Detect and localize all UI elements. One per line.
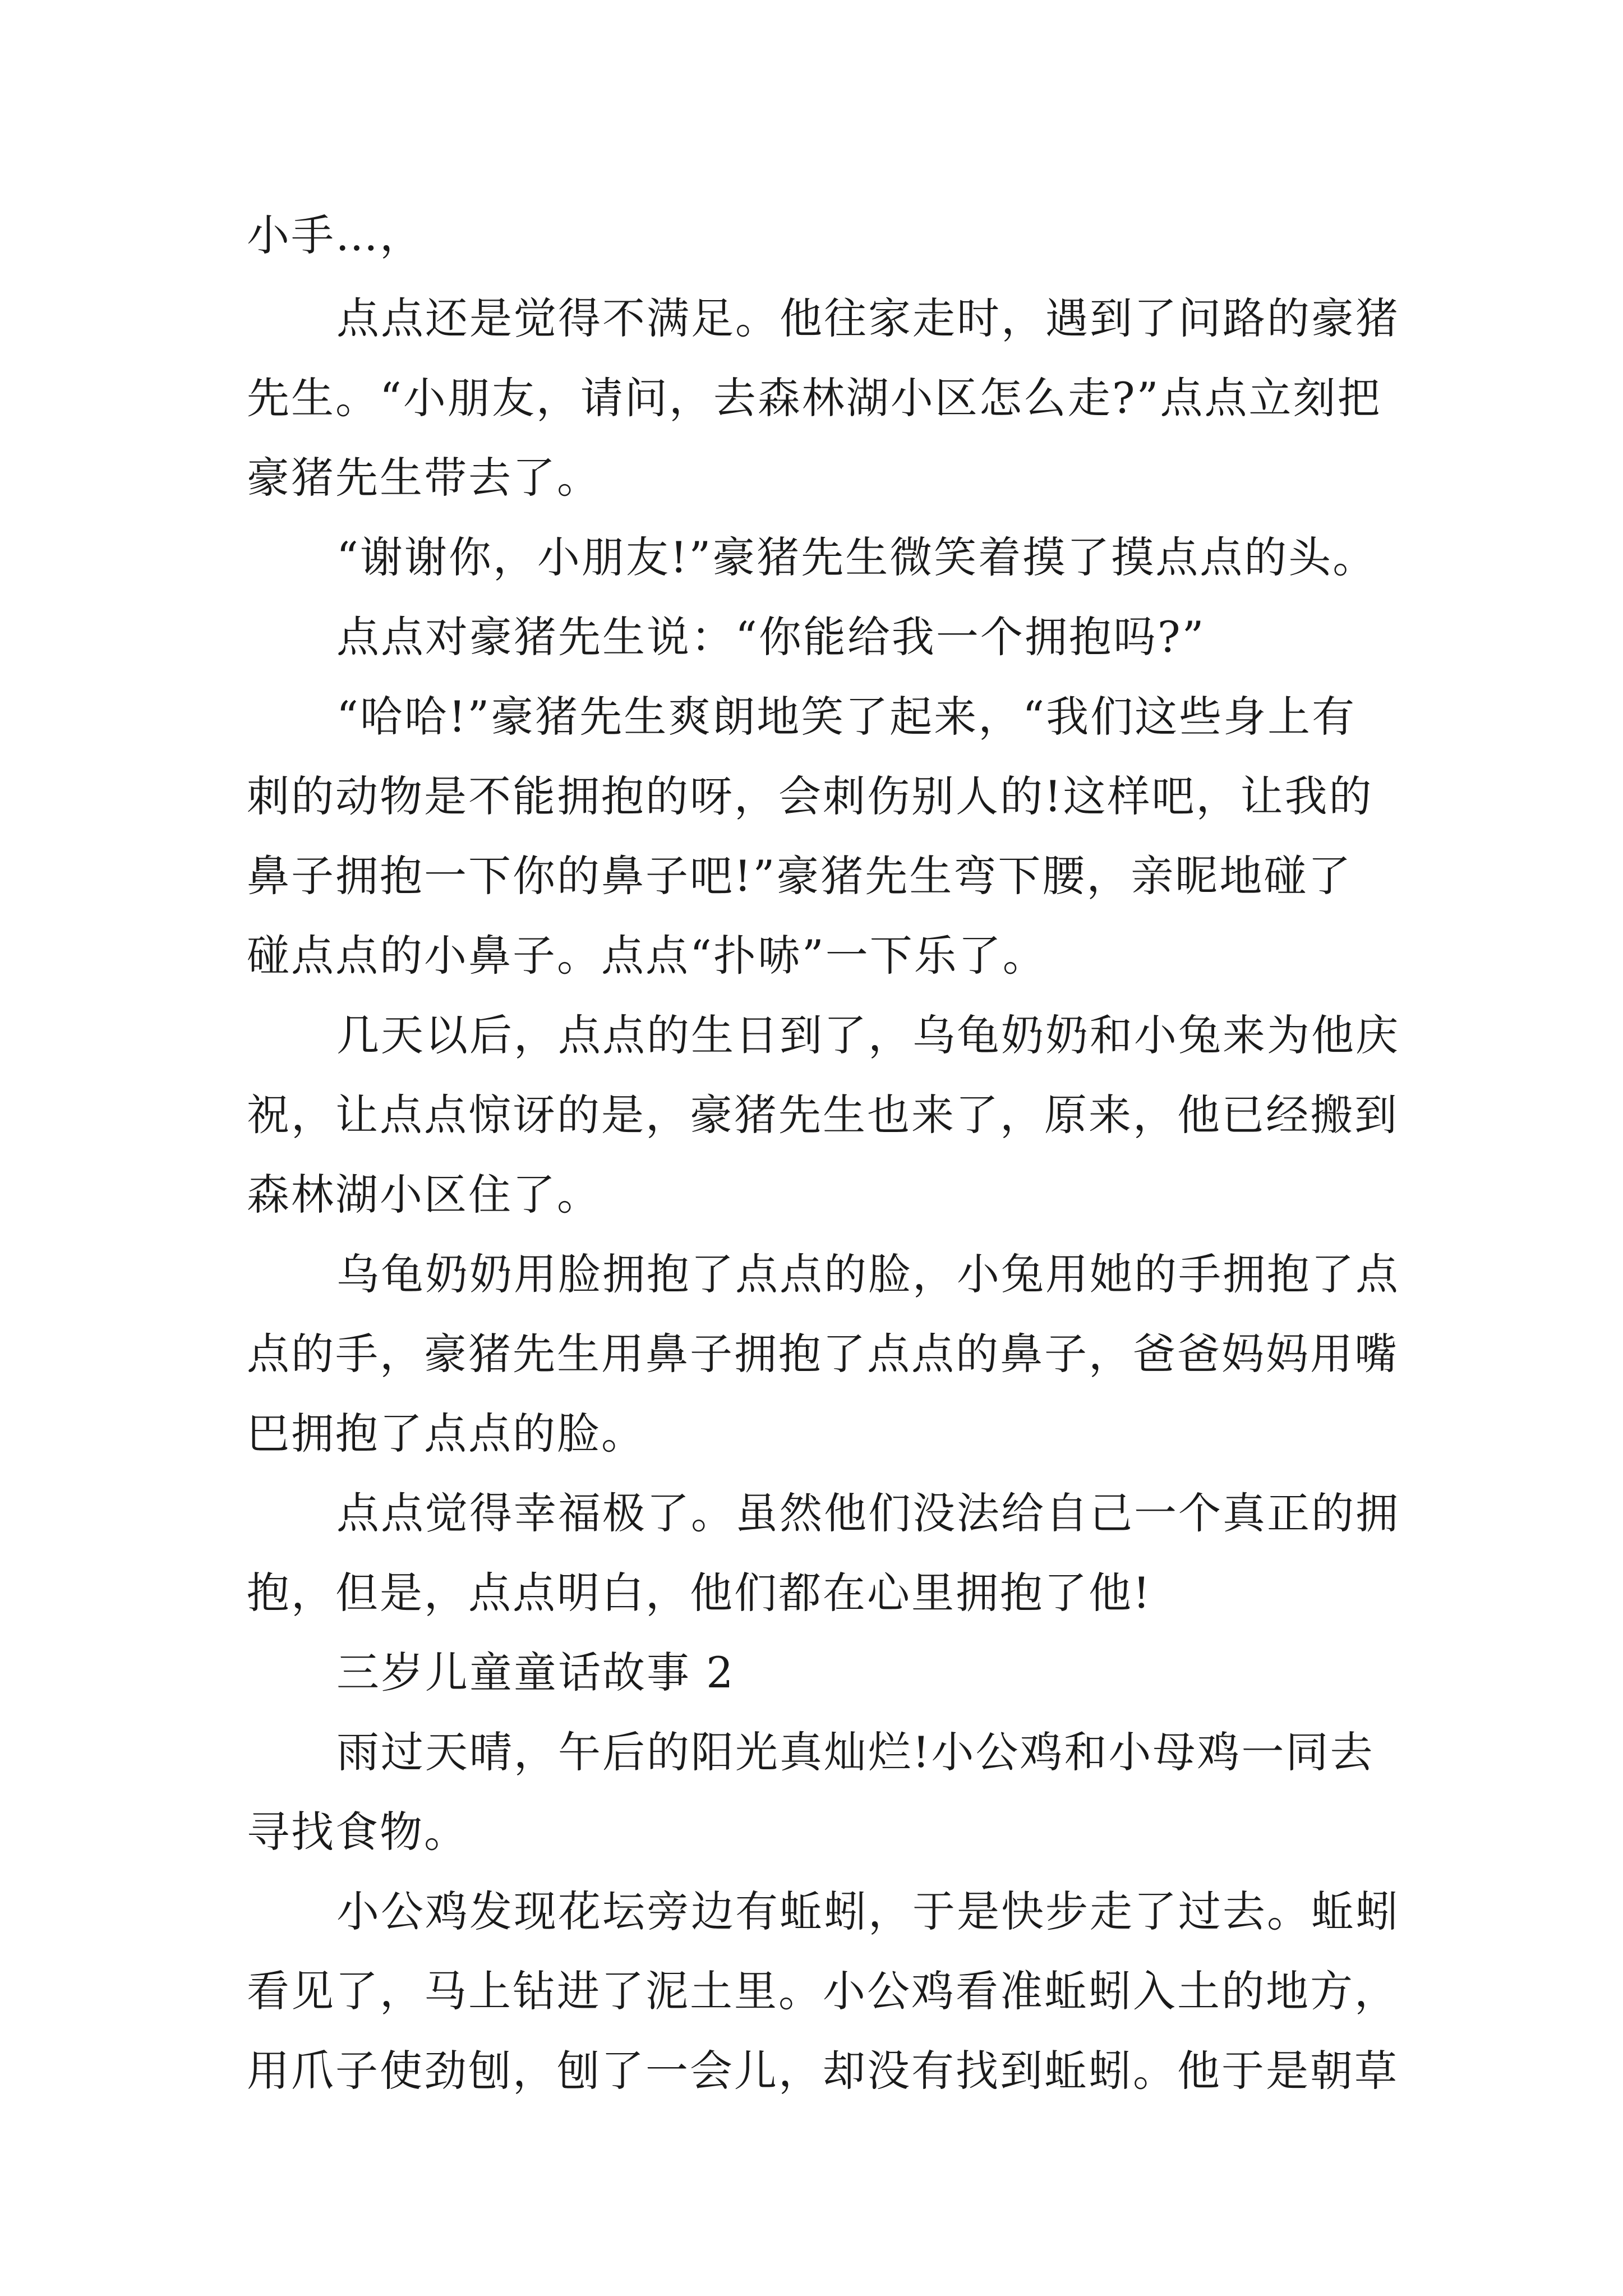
text-line: 碰点点的小鼻子。点点“扑哧”一下乐了。	[247, 931, 1047, 981]
text-line: 刺的动物是不能拥抱的呀，会刺伤别人的!这样吧，让我的	[247, 771, 1373, 821]
text-line: 看见了，马上钻进了泥土里。小公鸡看准蚯蚓入土的地方，	[247, 1966, 1399, 2016]
text-line: 豪猪先生带去了。	[247, 453, 601, 503]
text-line: 乌龟奶奶用脸拥抱了点点的脸，小兔用她的手拥抱了点	[336, 1249, 1400, 1299]
text-line: 小公鸡发现花坛旁边有蚯蚓，于是快步走了过去。蚯蚓	[336, 1887, 1400, 1936]
text-line: 点点还是觉得不满足。他往家走时，遇到了问路的豪猪	[336, 293, 1400, 343]
text-line: 雨过天晴，午后的阳光真灿烂!小公鸡和小母鸡一同去	[336, 1727, 1375, 1777]
text-line: 几天以后，点点的生日到了，乌龟奶奶和小兔来为他庆	[336, 1010, 1400, 1060]
text-line: “谢谢你，小朋友!”豪猪先生微笑着摸了摸点点的头。	[336, 532, 1377, 582]
text-line: 祝，让点点惊讶的是，豪猪先生也来了，原来，他已经搬到	[247, 1090, 1399, 1140]
text-line: 点的手，豪猪先生用鼻子拥抱了点点的鼻子，爸爸妈妈用嘴	[247, 1329, 1399, 1379]
text-line: 寻找食物。	[247, 1807, 468, 1857]
text-line: 小手…，	[247, 210, 424, 260]
text-line: 用爪子使劲刨，刨了一会儿，却没有找到蚯蚓。他于是朝草	[247, 2046, 1399, 2096]
text-line: 鼻子拥抱一下你的鼻子吧!”豪猪先生弯下腰，亲昵地碰了	[247, 851, 1353, 901]
text-line: 森林湖小区住了。	[247, 1170, 601, 1220]
text-line: 先生。“小朋友，请问，去森林湖小区怎么走?”点点立刻把	[247, 373, 1382, 423]
text-line: 点点对豪猪先生说：“你能给我一个拥抱吗?”	[336, 612, 1206, 662]
text-line: 点点觉得幸福极了。虽然他们没法给自己一个真正的拥	[336, 1488, 1400, 1538]
section-heading: 三岁儿童童话故事 2	[336, 1648, 735, 1697]
text-line: 抱，但是，点点明白，他们都在心里拥抱了他!	[247, 1568, 1152, 1618]
text-line: 巴拥抱了点点的脸。	[247, 1409, 645, 1458]
text-line: “哈哈!”豪猪先生爽朗地笑了起来，“我们这些身上有	[336, 692, 1357, 742]
